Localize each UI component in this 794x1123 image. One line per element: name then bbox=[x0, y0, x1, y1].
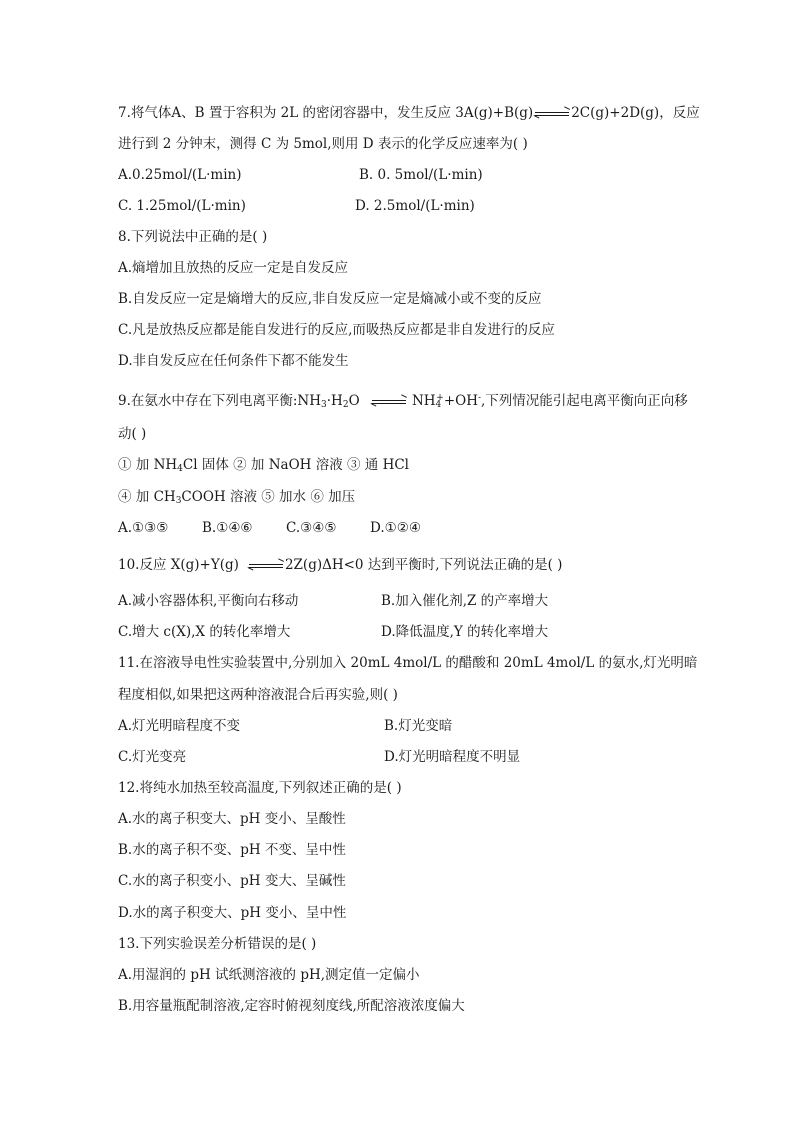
q10-option-c: C.增大 c(X),X 的转化率增大 bbox=[118, 624, 291, 640]
q7-option-c: C. 1.25mol/(L·min) bbox=[118, 198, 246, 214]
q10-option-d: D.降低温度,Y 的转化率增大 bbox=[381, 624, 549, 640]
q7-option-a: A.0.25mol/(L·min) bbox=[118, 167, 242, 183]
q9-option-d: D.①②④ bbox=[370, 520, 421, 536]
q11-option-c: C.灯光变亮 bbox=[118, 749, 187, 765]
q8-option-c: C.凡是放热反应都是能自发进行的反应,而吸热反应都是非自发进行的反应 bbox=[118, 322, 555, 338]
q12-stem: 12.将纯水加热至较高温度,下列叙述正确的是( ) bbox=[118, 780, 402, 796]
q9-stem-line-2: 动( ) bbox=[118, 426, 147, 442]
q9-conditions-line-2: ④ 加 $CH_3COOH$ 溶液 ⑤ 加水 ⑥ 加压 bbox=[118, 489, 356, 506]
q11-option-b: B.灯光变暗 bbox=[384, 718, 453, 734]
equilibrium-arrow-icon bbox=[372, 397, 406, 407]
q9-option-b: B.①④⑥ bbox=[202, 520, 253, 536]
q12-option-b: B.水的离子积不变、pH 不变、呈中性 bbox=[118, 842, 346, 858]
q7-stem-line-2: 进行到 2 分钟末，测得 C 为 5mol,则用 D 表示的化学反应速率为( ) bbox=[118, 136, 528, 152]
q12-option-c: C.水的离子积变小、pH 变大、呈碱性 bbox=[118, 873, 346, 889]
q7-option-d: D. 2.5mol/(L·min) bbox=[355, 198, 475, 214]
q9-option-a: A.①③⑤ bbox=[118, 520, 169, 536]
q11-stem-line-2: 程度相似,如果把这两种溶液混合后再实验,则( ) bbox=[118, 687, 398, 703]
q13-stem: 13.下列实验误差分析错误的是( ) bbox=[118, 936, 317, 952]
q11-stem-line-1: 11.在溶液导电性实验装置中,分别加入 20mL 4mol/L 的醋酸和 20mL 4mol/L 的氨水,灯光明暗 bbox=[118, 655, 698, 671]
q11-option-a: A.灯光明暗程度不变 bbox=[118, 718, 241, 734]
q7-stem-part-1: 7.将气体A、B 置于容积为 2L 的密闭容器中，发生反应 3A(g)+B(g) bbox=[118, 105, 534, 121]
q7-option-b: B. 0. 5mol/(L·min) bbox=[359, 167, 483, 183]
q9-option-c: C.③④⑤ bbox=[286, 520, 337, 536]
q10-option-b: B.加入催化剂,Z 的产率增大 bbox=[381, 593, 549, 609]
q9-stem-line-1: 9.在氨水中存在下列电离平衡$:NH_3\cdot H_2O$ $NH_4^++OH^-$,下列情况能引起电离平衡向正向移 bbox=[118, 393, 688, 410]
q13-option-a: A.用湿润的 pH 试纸测溶液的 pH,测定值一定偏小 bbox=[118, 967, 420, 983]
q8-option-b: B.自发反应一定是熵增大的反应,非自发反应一定是熵减小或不变的反应 bbox=[118, 291, 542, 307]
q8-option-d: D.非自发反应在任何条件下都不能发生 bbox=[118, 353, 349, 369]
q12-option-d: D.水的离子积变大、pH 变小、呈中性 bbox=[118, 905, 347, 921]
q8-option-a: A.熵增加且放热的反应一定是自发反应 bbox=[118, 260, 349, 276]
q8-stem: 8.下列说法中正确的是( ) bbox=[118, 229, 268, 245]
q9-conditions-line-1: ① 加 $NH_4Cl$ 固体 ② 加 NaOH 溶液 ③ 通 HCl bbox=[118, 457, 410, 474]
equilibrium-arrow-icon bbox=[535, 109, 569, 119]
q11-option-d: D.灯光明暗程度不明显 bbox=[384, 749, 521, 765]
q10-stem: 10.反应 X(g)+Y(g) 2Z(g)ΔH<0 达到平衡时,下列说法正确的是( ) bbox=[118, 557, 563, 573]
q7-stem-line-1 bbox=[118, 104, 700, 122]
q7-stem-part-2: 2C(g)+2D(g)，反应 bbox=[571, 105, 700, 121]
q12-option-a: A.水的离子积变大、pH 变小、呈酸性 bbox=[118, 811, 346, 827]
q13-option-b: B.用容量瓶配制溶液,定容时俯视刻度线,所配溶液浓度偏大 bbox=[118, 998, 465, 1014]
q10-option-a: A.减小容器体积,平衡向右移动 bbox=[118, 593, 299, 609]
equilibrium-arrow-icon bbox=[249, 561, 283, 571]
